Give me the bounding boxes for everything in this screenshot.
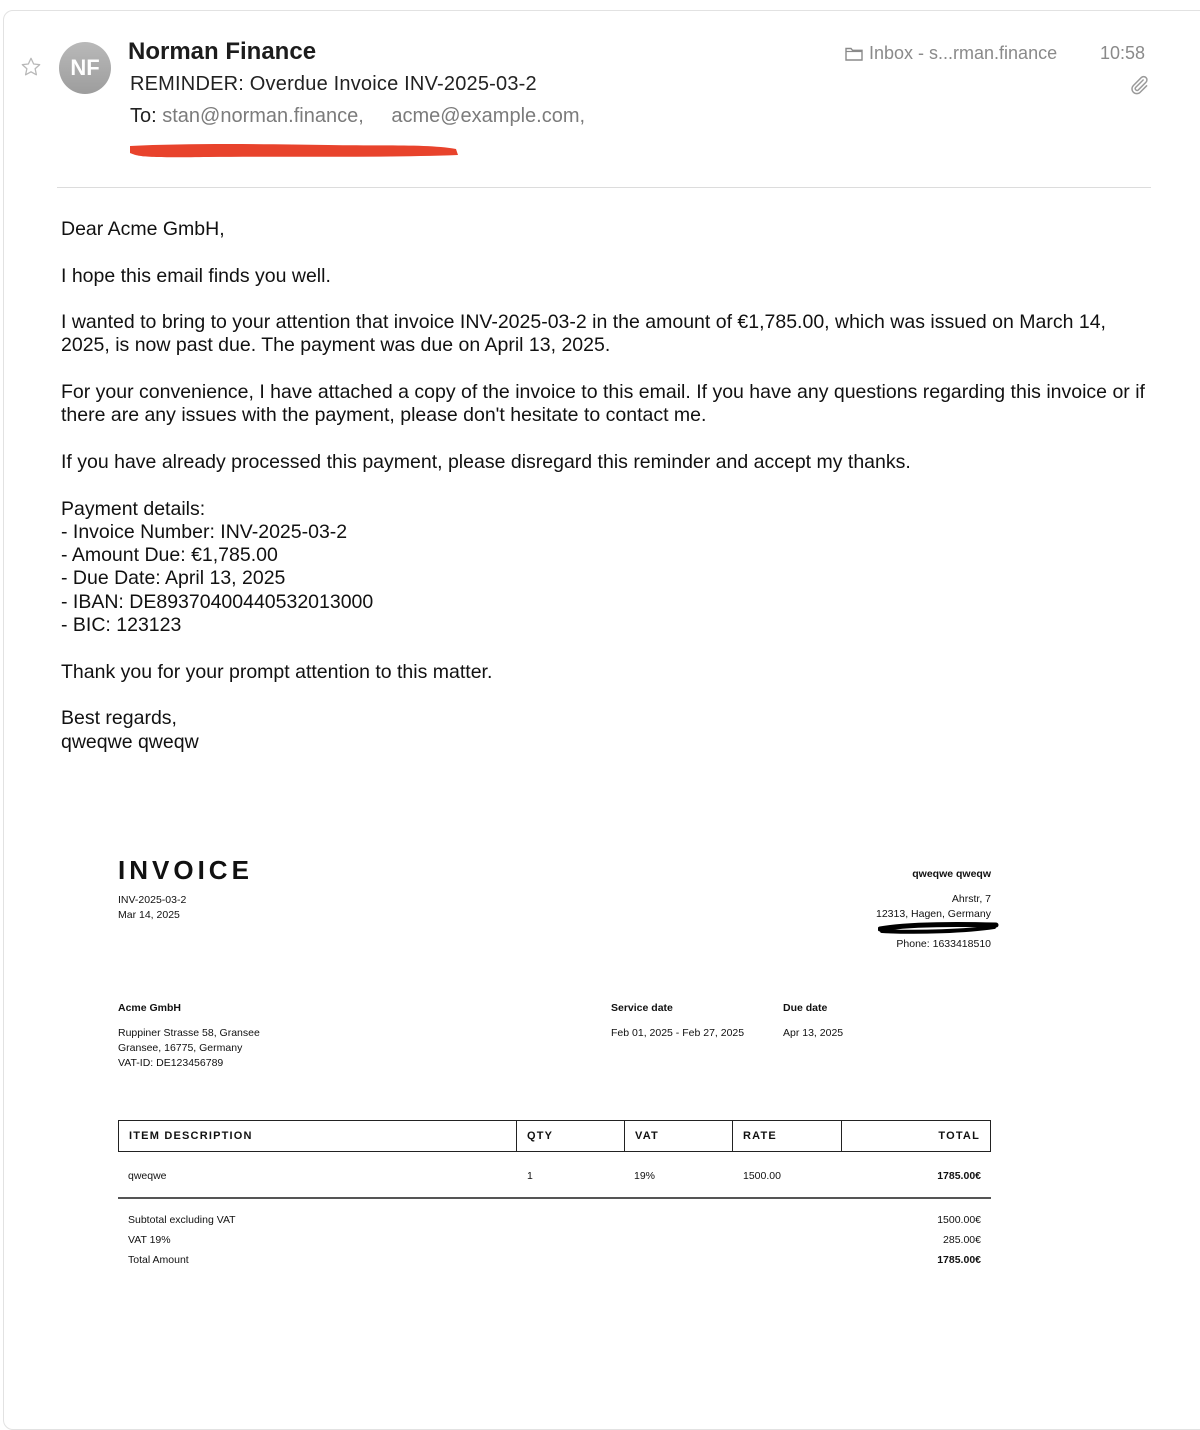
email-body	[61, 218, 1161, 777]
avatar[interactable]: NF	[59, 42, 111, 94]
due-date-block	[783, 1001, 843, 1041]
column-header: ITEM DESCRIPTION	[129, 1130, 253, 1142]
payment-line: - BIC: 123123	[61, 614, 182, 637]
due-date-label: Due date	[783, 1002, 828, 1014]
to-label: To:	[130, 105, 157, 127]
body-paragraph: I wanted to bring to your attention that invoice INV-2025-03-2 in the amount of €1,785.00, which was issued on March 14, 2025, is now past due. The payment was due on April 13, 2025.	[61, 311, 1106, 357]
issuer-phone: Phone: 1633418510	[896, 938, 991, 950]
payment-line: - Due Date: April 13, 2025	[61, 567, 286, 590]
body-paragraph: If you have already processed this payment, please disregard this reminder and accept my thanks.	[61, 450, 911, 473]
invoice-number: INV-2025-03-2	[118, 894, 187, 906]
service-date-block	[611, 1001, 744, 1041]
item-rate: 1500.00	[743, 1170, 781, 1182]
column-header: VAT	[624, 1121, 732, 1151]
subtotal-row	[128, 1212, 981, 1232]
received-time: 10:58	[1100, 43, 1146, 63]
column-header: RATE	[732, 1121, 841, 1151]
header-divider	[57, 187, 1151, 188]
totals-block	[128, 1212, 981, 1272]
sender-name[interactable]: Norman Finance	[128, 38, 317, 65]
column-header: QTY	[516, 1121, 624, 1151]
closing: Best regards,	[61, 707, 177, 730]
recipient-address[interactable]: acme@example.com,	[391, 105, 586, 127]
body-paragraph: I hope this email finds you well.	[61, 264, 331, 287]
redaction-scribble	[878, 921, 1000, 935]
folder-icon	[845, 46, 863, 61]
issuer-name: qweqwe qweqw	[912, 868, 991, 880]
invoice-date: Mar 14, 2025	[118, 909, 180, 921]
mailbox-name: Inbox - s...rman.finance	[869, 43, 1058, 63]
spacer	[118, 1016, 260, 1026]
email-subject: REMINDER: Overdue Invoice INV-2025-03-2	[130, 73, 537, 95]
recipients-row	[130, 105, 585, 128]
service-date-value: Feb 01, 2025 - Feb 27, 2025	[611, 1027, 745, 1039]
payment-heading: Payment details:	[61, 497, 206, 520]
subtotal-label: Subtotal excluding VAT	[128, 1214, 236, 1226]
payment-line: - Invoice Number: INV-2025-03-2	[61, 520, 348, 543]
payment-details	[61, 498, 1161, 638]
invoice-meta	[118, 893, 186, 923]
table-header	[118, 1120, 991, 1152]
client-vat: VAT-ID: DE123456789	[118, 1057, 224, 1069]
redaction-scribble	[128, 141, 460, 159]
total-label: Total Amount	[128, 1254, 189, 1266]
attachment-icon[interactable]	[1128, 74, 1150, 96]
due-date-value: Apr 13, 2025	[783, 1027, 844, 1039]
issuer-block	[800, 867, 991, 952]
thanks-line: Thank you for your prompt attention to this matter.	[61, 660, 493, 683]
spacer	[783, 1016, 843, 1026]
issuer-city: 12313, Hagen, Germany	[876, 908, 991, 920]
item-qty: 1	[527, 1170, 533, 1182]
row-divider	[118, 1197, 991, 1199]
vat-row	[128, 1232, 981, 1252]
client-block	[118, 1001, 260, 1071]
star-icon[interactable]	[20, 56, 44, 80]
client-name: Acme GmbH	[118, 1002, 182, 1014]
column-header: TOTAL	[841, 1121, 990, 1151]
item-vat: 19%	[634, 1170, 656, 1182]
table-row	[118, 1160, 991, 1192]
client-street: Ruppiner Strasse 58, Gransee	[118, 1027, 260, 1039]
signature-block	[61, 707, 1161, 754]
issuer-street: Ahrstr, 7	[951, 893, 991, 905]
item-description: qweqwe	[128, 1170, 167, 1182]
mailbox-label[interactable]	[845, 43, 1057, 64]
client-city: Gransee, 16775, Germany	[118, 1042, 243, 1054]
vat-value: 285.00€	[943, 1234, 981, 1246]
spacer	[611, 1016, 744, 1026]
item-total: 1785.00€	[937, 1170, 981, 1182]
payment-line: - Amount Due: €1,785.00	[61, 544, 278, 567]
total-row	[128, 1252, 981, 1272]
signature: qweqwe qweqw	[61, 730, 199, 753]
invoice-title: INVOICE	[118, 855, 253, 885]
spacer	[800, 882, 991, 892]
recipient-address[interactable]: stan@norman.finance,	[162, 105, 364, 127]
body-paragraph: For your convenience, I have attached a copy of the invoice to this email. If you have any questions regarding this invoice or if there are any issues with the payment, please don't hesitate to contact me.	[61, 381, 1145, 427]
greeting: Dear Acme GmbH,	[61, 218, 225, 240]
payment-line: - IBAN: DE89370400440532013000	[61, 590, 374, 613]
vat-label: VAT 19%	[128, 1234, 171, 1246]
total-value: 1785.00€	[937, 1254, 981, 1266]
subtotal-value: 1500.00€	[937, 1214, 981, 1226]
service-date-label: Service date	[611, 1002, 673, 1014]
